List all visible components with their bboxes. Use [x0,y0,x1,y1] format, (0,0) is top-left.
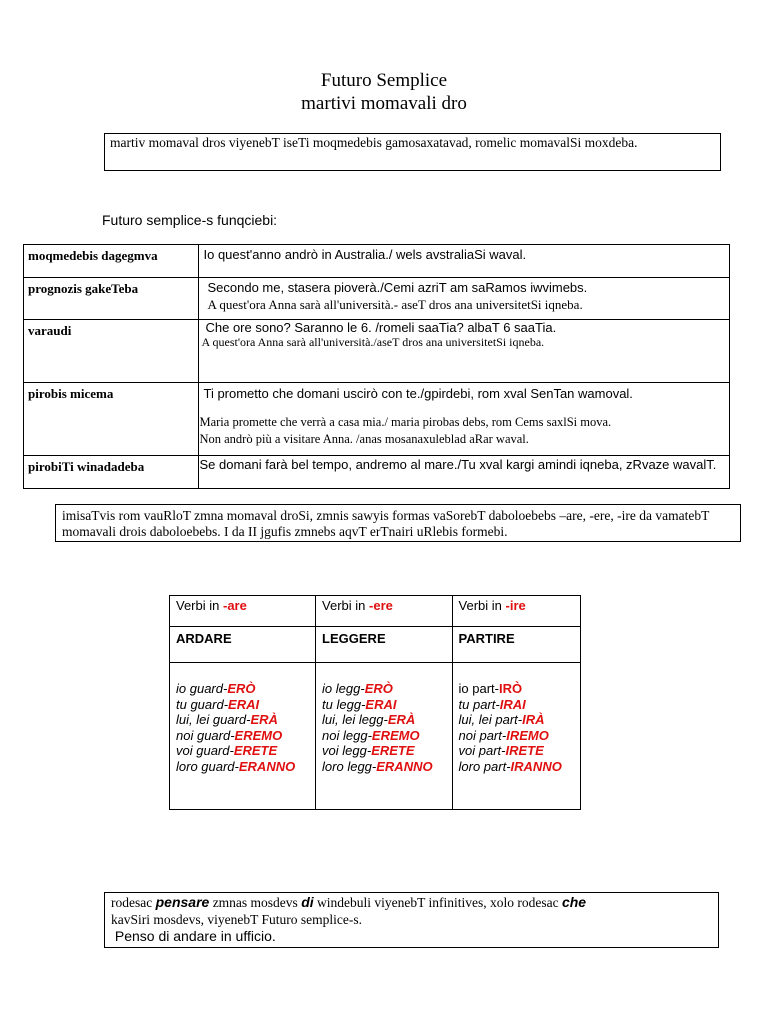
form-ending: ERÀ [250,712,278,727]
form-ending: ERÒ [227,681,256,696]
table-row [170,596,581,627]
use-examples [199,456,730,489]
header-ending: -are [222,598,247,613]
form-stem: loro part- [458,758,511,774]
form-ending: IRÀ [522,712,545,727]
form-stem: io legg- [322,681,365,696]
example-line: Non andrò più a visitare Anna. /anas mosanaxuleblad aRar waval. [199,432,529,446]
table-row [24,456,730,489]
use-term: varaudi [24,320,199,383]
form-line [176,759,309,775]
example-line: Io quest'anno andrò in Australia./ wels avstraliaSi waval. [203,247,527,262]
keyword: pensare [155,894,210,910]
form-stem: lui, lei part- [458,712,523,727]
form-ending: EREMO [371,727,420,743]
form-ending: ERANNO [376,758,433,774]
table-row [170,627,581,663]
table-row [24,278,730,320]
pensare-rule [111,894,712,911]
example-line: Maria promette che verrà a casa mia./ maria pirobas debs, rom Cems saxlSi mova. [199,415,612,429]
form-ending: ERAI [365,696,397,712]
use-examples [199,245,730,278]
use-examples [199,383,730,456]
form-line [176,743,309,759]
form-line [322,681,445,697]
functions-heading: Futuro semplice-s funqciebi: [102,212,278,228]
keyword: che [561,894,587,910]
form-ending: IRÒ [498,681,523,696]
table-row [170,663,581,810]
form-line [322,759,445,775]
header-ending: -ere [369,598,393,613]
verb-name: ARDARE [170,627,316,663]
forms-cell [452,663,580,810]
example-sentence: Penso di andare in ufficio. [111,928,276,944]
header-ending: -ire [505,598,526,613]
verb-name: PARTIRE [452,627,580,663]
form-line [459,697,574,713]
form-line [459,743,574,759]
form-line [176,697,309,713]
table-row [24,320,730,383]
table-row [24,383,730,456]
intro-box: martiv momaval dros viyenebT iseTi moqmedebis gamosaxatavad, romelic momavalSi moxdeba. [104,133,721,171]
form-ending: IRANNO [510,758,562,774]
form-ending: IRETE [505,743,544,758]
form-stem: tu legg- [322,696,366,712]
form-line [459,681,574,697]
forms-cell [170,663,316,810]
example-line: A quest'ora Anna sarà all'università./aseT dros ana universitetSi iqneba. [201,335,545,349]
rule-text: zmnas mosdevs [209,895,302,910]
form-stem: voi legg- [322,743,372,758]
verb-name: LEGGERE [316,627,452,663]
page-subtitle: martivi momavali dro [301,93,467,114]
form-ending: IRAI [499,696,526,712]
form-line [322,697,445,713]
conjugation-table [169,595,581,810]
use-term: pirobis micema [24,383,199,456]
keyword: di [301,894,314,910]
example-line: Secondo me, stasera pioverà./Cemi azriT am saRamos iwvimebs. [207,280,588,295]
uses-table [23,244,730,489]
example-line: A quest'ora Anna sarà all'università.- aseT dros ana universitetSi iqneba. [207,297,583,312]
table-row [24,245,730,278]
forms-cell [316,663,452,810]
form-ending: EREMO [234,727,283,743]
form-line [322,712,445,728]
form-line [459,759,574,775]
form-stem: io part- [458,681,499,696]
form-stem: tu part- [458,696,500,712]
form-line [322,728,445,744]
form-stem: voi part- [458,743,506,758]
use-term: pirobiTi winadadeba [24,456,199,489]
column-header [316,596,452,627]
header-prefix: Verbi in [322,598,370,613]
note-box: imisaTvis rom vauRloT zmna momaval droSi, zmnis sawyis formas vaSorebT daboloebebs –are, -ere, -ire da vamatebT momavali drois daboloebebs. I da II jgufis zmnebs aqvT erTnairi uRlebis formebi. [55,504,741,542]
form-line [176,712,309,728]
pensare-rule-cont: kavSiri mosdevs, viyenebT Futuro semplice-s. [111,912,362,927]
form-ending: IREMO [506,727,549,743]
rule-text: rodesac [111,895,156,910]
use-examples [199,278,730,320]
use-term: moqmedebis dagegmva [24,245,199,278]
page-title: Futuro Semplice [320,70,448,91]
form-line [176,728,309,744]
form-line [459,728,574,744]
header-prefix: Verbi in [458,598,506,613]
form-ending: ERANNO [238,758,296,774]
form-ending: ERETE [371,743,415,758]
column-header [452,596,580,627]
form-ending: ERETE [233,743,278,758]
form-stem: noi part- [458,727,507,743]
form-line [459,712,574,728]
form-stem: loro guard- [176,758,239,774]
rule-text: windebuli viyenebT infinitives, xolo rodesac [313,895,562,910]
example-line: Ti prometto che domani uscirò con te./gpirdebi, rom xval SenTan wamoval. [203,386,633,401]
form-stem: tu guard- [176,696,229,712]
column-header [170,596,316,627]
example-line: Che ore sono? Saranno le 6. /romeli saaTia? albaT 6 saaTia. [205,320,557,335]
use-term: prognozis gakeTeba [24,278,199,320]
use-examples [199,320,730,383]
form-ending: ERÀ [387,712,416,727]
example-line: Se domani farà bel tempo, andremo al mare./Tu xval kargi amindi iqneba, zRvaze wavalT. [199,457,717,472]
form-ending: ERAI [228,696,260,712]
form-stem: voi guard- [176,743,234,758]
pensare-note-box [104,892,719,948]
form-stem: loro legg- [322,758,377,774]
form-stem: lui, lei legg- [322,712,388,727]
form-stem: io guard- [176,681,228,696]
form-stem: noi guard- [176,727,235,743]
form-ending: ERÒ [364,681,393,696]
form-stem: lui, lei guard- [176,712,251,727]
form-stem: noi legg- [322,727,372,743]
form-line [322,743,445,759]
form-line [176,681,309,697]
header-prefix: Verbi in [176,598,223,613]
